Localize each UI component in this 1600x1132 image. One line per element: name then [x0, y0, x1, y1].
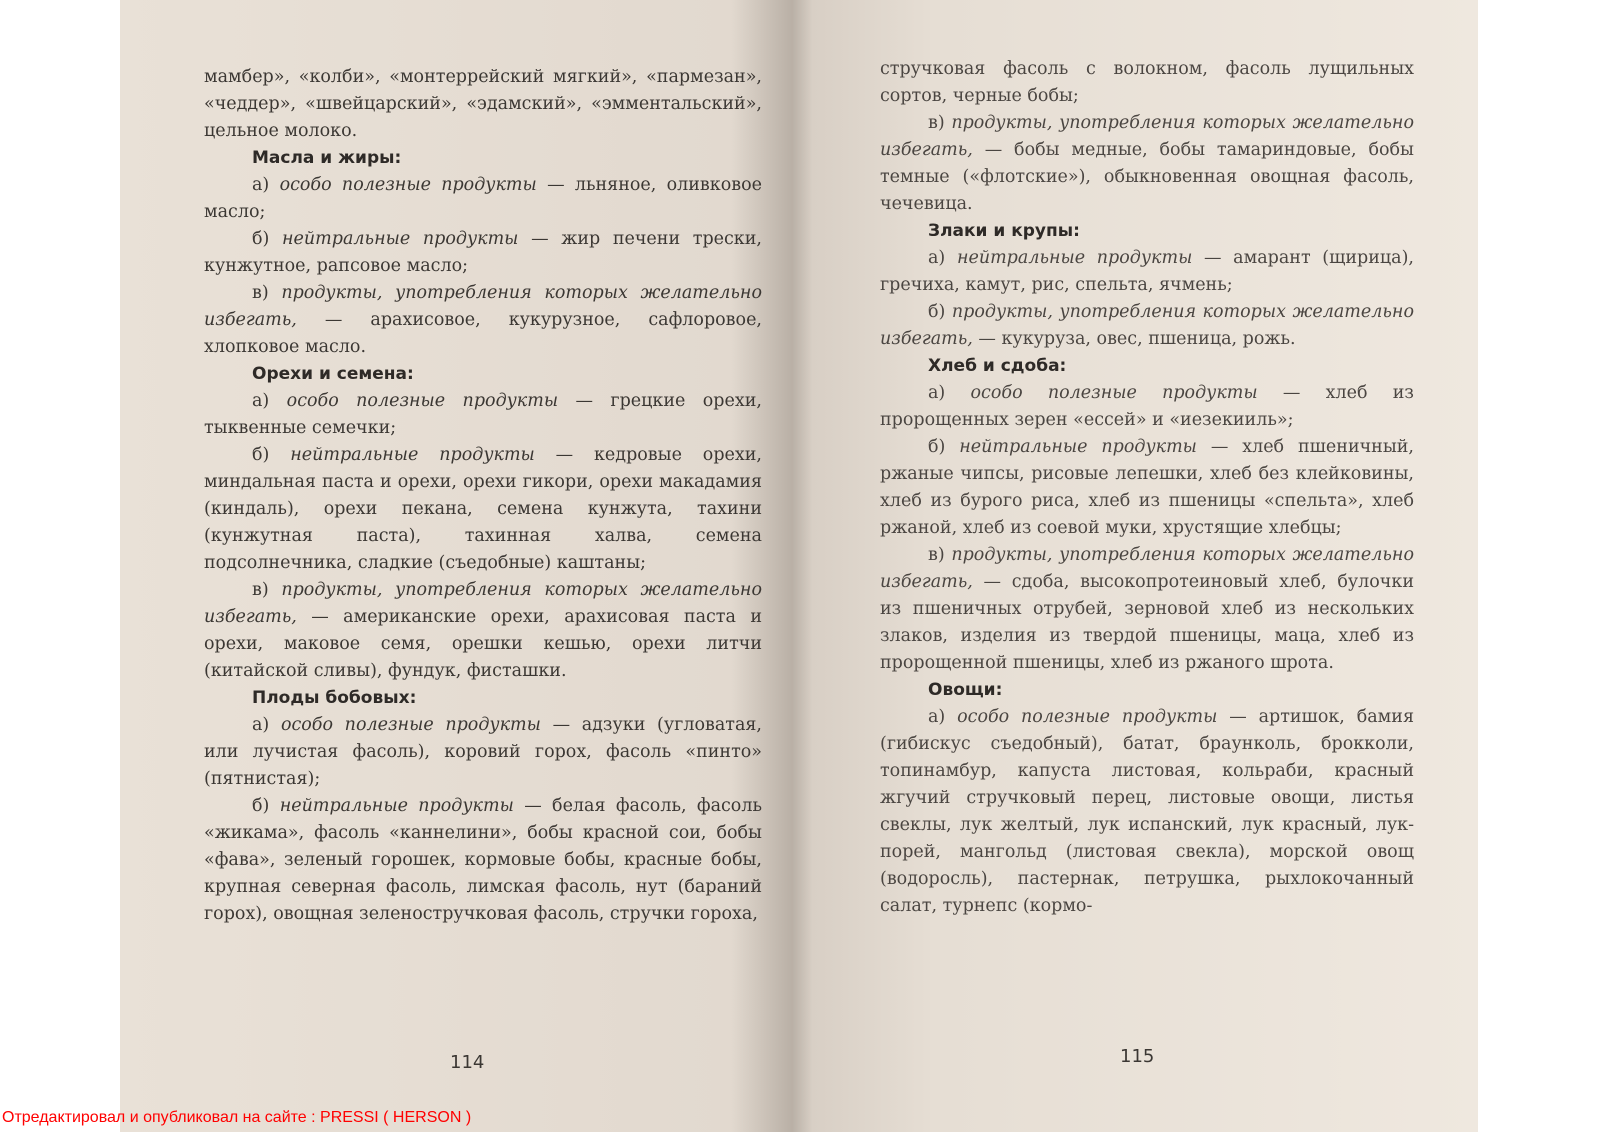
item-category: продукты, употребления которых желательно избегать, [880, 113, 1414, 160]
item-text: — кукуруза, овес, пшеница, рожь. [978, 329, 1296, 349]
item-text: — бобы медные, бобы тамариндовые, бобы темные («флотские»), обыкновенная овощная фасоль, чечевица. [880, 140, 1414, 214]
item-category: особо полезные продукты [286, 391, 559, 411]
item-category: особо полезные продукты [280, 715, 541, 735]
section-heading-bread: Хлеб и сдоба: [928, 356, 1067, 376]
item-marker: б) [928, 302, 946, 322]
item-marker: б) [928, 437, 946, 457]
publisher-credit: Отредактировал и опубликовал на сайте : PRESSI ( HERSON ) [2, 1109, 472, 1126]
item-text: — белая фасоль, фасоль «жикама», фасоль «каннелини», бобы красной сои, бобы «фава», зеленый горошек, кормовые бобы, красные бобы, крупная северная фасоль, лимская фасоль, нут (бараний горох), овощная зеленостручковая фасоль, стручки гороха, [204, 796, 762, 924]
left-page-text [204, 64, 762, 928]
item-text: — хлеб пшеничный, ржаные чипсы, рисовые лепешки, хлеб без клейковины, хлеб из бурого риса, хлеб из пшеницы «спельта», хлеб ржаной, хлеб из соевой муки, хрустящие хлебцы; [880, 437, 1414, 538]
item-text: — льняное, оливковое масло; [204, 175, 762, 222]
left-page [120, 0, 800, 1132]
item-marker: б) [252, 229, 270, 249]
item-marker: а) [252, 175, 270, 195]
list-item [204, 280, 762, 361]
section-heading-nuts: Орехи и семена: [252, 364, 414, 384]
list-item [204, 712, 762, 793]
list-item [204, 388, 762, 442]
item-text: — жир печени трески, кунжутное, рапсовое масло; [204, 229, 762, 276]
item-marker: а) [928, 707, 946, 727]
section-heading-vegetables: Овощи: [928, 680, 1003, 700]
item-category: продукты, употребления которых желательно избегать, [204, 580, 762, 627]
item-text: — сдоба, высокопротеиновый хлеб, булочки из пшеничных отрубей, зерновой хлеб из нескольких злаков, изделия из твердой пшеницы, маца, хлеб из пророщенной пшеницы, хлеб из ржаного шрота. [880, 572, 1414, 673]
item-marker: в) [252, 283, 269, 303]
list-item [880, 704, 1414, 920]
right-page-intro: стручковая фасоль с волокном, фасоль лущильных сортов, черные бобы; [880, 59, 1414, 106]
list-item [880, 110, 1414, 218]
item-text: — кедровые орехи, миндальная паста и орехи, орехи гикори, орехи макадамия (киндаль), орехи пекана, семена кунжута, тахини (кунжутная паста), тахинная халва, семена подсолнечника, сладкие (съедобные) каштаны; [204, 445, 762, 573]
right-page-text [880, 56, 1414, 920]
item-category: особо полезные продукты [279, 175, 537, 195]
list-item [204, 577, 762, 685]
list-item [204, 793, 762, 928]
list-item [204, 442, 762, 577]
item-text: — амарант (щирица), гречиха, камут, рис, спельта, ячмень; [880, 248, 1414, 295]
item-marker: б) [252, 796, 270, 816]
item-category: нейтральные продукты [959, 437, 1197, 457]
list-item [880, 245, 1414, 299]
page-number: 115 [1120, 1046, 1155, 1067]
item-marker: в) [928, 545, 945, 565]
item-category: нейтральные продукты [279, 796, 514, 816]
section-heading-grains: Злаки и крупы: [928, 221, 1080, 241]
item-marker: в) [928, 113, 945, 133]
item-category: особо полезные продукты [957, 707, 1218, 727]
item-text: — адзуки (угловатая, или лучистая фасоль), коровий горох, фасоль «пинто» (пятнистая); [204, 715, 762, 789]
item-category: особо полезные продукты [970, 383, 1258, 403]
page-number: 114 [450, 1052, 485, 1073]
list-item [204, 226, 762, 280]
section-heading-legumes: Плоды бобовых: [252, 688, 417, 708]
item-category: нейтральные продукты [282, 229, 519, 249]
item-text: — артишок, бамия (гибискус съедобный), батат, браунколь, брокколи, топинамбур, капуста листовая, кольраби, красный жгучий стручковый перец, листовые овощи, листья свеклы, лук желтый, лук испанский, лук красный, лук-порей, мангольд (листовая свекла), морской овощ (водоросль), пастернак, петрушка, рыхлокочанный салат, турнепс (кормо- [880, 707, 1414, 916]
list-item [880, 542, 1414, 677]
list-item [880, 434, 1414, 542]
list-item [880, 380, 1414, 434]
item-category: продукты, употребления которых желательно избегать, [880, 302, 1414, 349]
item-text: — арахисовое, кукурузное, сафлоровое, хлопковое масло. [204, 310, 762, 357]
item-text: — хлеб из пророщенных зерен «ессей» и «иезекииль»; [880, 383, 1414, 430]
item-category: нейтральные продукты [290, 445, 535, 465]
item-category: продукты, употребления которых желательно избегать, [880, 545, 1414, 592]
right-page [800, 0, 1478, 1132]
section-heading-oils: Масла и жиры: [252, 148, 402, 168]
list-item [880, 299, 1414, 353]
item-marker: в) [252, 580, 269, 600]
list-item [204, 172, 762, 226]
left-page-intro: мамбер», «колби», «монтеррейский мягкий», «пармезан», «чеддер», «швейцарский», «эдамский», «эмментальский», цельное молоко. [204, 67, 762, 141]
item-marker: а) [928, 383, 946, 403]
item-category: нейтральные продукты [956, 248, 1193, 268]
item-text: — американские орехи, арахисовая паста и орехи, маковое семя, орешки кешью, орехи литчи (китайской сливы), фундук, фисташки. [204, 607, 762, 681]
item-marker: а) [252, 715, 270, 735]
item-marker: а) [252, 391, 270, 411]
item-text: — грецкие орехи, тыквенные семечки; [204, 391, 762, 438]
item-marker: а) [928, 248, 946, 268]
item-category: продукты, употребления которых желательно избегать, [204, 283, 762, 330]
item-marker: б) [252, 445, 270, 465]
